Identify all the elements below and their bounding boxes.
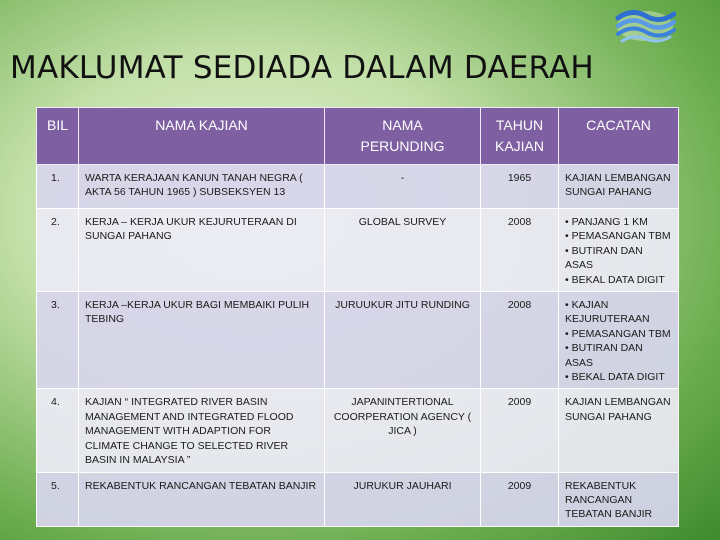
cell-nama-perunding: JURUKUR JAUHARI: [325, 472, 481, 526]
table-row: [37, 472, 679, 526]
cacatan-line: • BEKAL DATA DIGIT: [565, 371, 665, 384]
water-waves-logo-icon: [614, 4, 676, 48]
cell-bil: 5.: [37, 472, 79, 526]
cell-nama-kajian: KERJA – KERJA UKUR KEJURUTERAAN DI SUNGAI PAHANG: [79, 209, 325, 292]
cell-bil: 3.: [37, 292, 79, 389]
table-row: [37, 292, 679, 389]
cell-tahun-kajian: 2008: [481, 292, 559, 389]
cell-nama-kajian: KERJA –KERJA UKUR BAGI MEMBAIKI PULIH TEBING: [79, 292, 325, 389]
header-nama-kajian: NAMA KAJIAN: [79, 108, 325, 165]
cell-nama-perunding: GLOBAL SURVEY: [325, 209, 481, 292]
studies-table: [36, 107, 679, 527]
cell-nama-kajian: KAJIAN “ INTEGRATED RIVER BASIN MANAGEMENT AND INTEGRATED FLOOD MANAGEMENT WITH ADAPTION FOR CLIMATE CHANGE TO SELECTED RIVER BASIN IN MALAYSIA ”: [79, 389, 325, 472]
cell-nama-kajian: WARTA KERAJAAN KANUN TANAH NEGRA ( AKTA 56 TAHUN 1965 ) SUBSEKSYEN 13: [79, 165, 325, 209]
page-title: MAKLUMAT SEDIADA DALAM DAERAH: [10, 50, 594, 86]
cacatan-line: KAJIAN LEMBANGAN SUNGAI PAHANG: [565, 172, 671, 199]
table-row: [37, 209, 679, 292]
header-cacatan: CACATAN: [559, 108, 679, 165]
cacatan-line: • BUTIRAN DAN ASAS: [565, 342, 643, 369]
cacatan-line: • KAJIAN KEJURUTERAAN: [565, 299, 650, 326]
cacatan-line: REKABENTUK RANCANGAN TEBATAN BANJIR: [565, 479, 653, 521]
table-row: [37, 165, 679, 209]
cell-nama-perunding: JAPANINTERTIONAL COORPERATION AGENCY ( JICA ): [325, 389, 481, 472]
cacatan-line: • BEKAL DATA DIGIT: [565, 273, 665, 286]
cell-bil: 1.: [37, 165, 79, 209]
cell-bil: 4.: [37, 389, 79, 472]
cell-nama-perunding: JURUUKUR JITU RUNDING: [325, 292, 481, 389]
header-bil: BIL: [37, 108, 79, 165]
cell-cacatan: [559, 165, 679, 209]
cell-cacatan: [559, 209, 679, 292]
cell-tahun-kajian: 2008: [481, 209, 559, 292]
cacatan-line: • PEMASANGAN TBM: [565, 230, 671, 243]
header-nama-perunding: NAMA PERUNDING: [325, 108, 481, 165]
cell-bil: 2.: [37, 209, 79, 292]
cell-cacatan: [559, 472, 679, 526]
cacatan-line: • BUTIRAN DAN ASAS: [565, 244, 643, 272]
table-header-row: [37, 108, 679, 165]
cell-tahun-kajian: 2009: [481, 472, 559, 526]
cacatan-line: • PEMASANGAN TBM: [565, 327, 671, 340]
header-tahun-kajian: TAHUN KAJIAN: [481, 108, 559, 165]
cell-nama-perunding: -: [325, 165, 481, 209]
cell-cacatan: [559, 292, 679, 389]
cacatan-line: • PANJANG 1 KM: [565, 216, 648, 228]
cell-tahun-kajian: 1965: [481, 165, 559, 209]
cacatan-line: KAJIAN LEMBANGAN SUNGAI PAHANG: [565, 396, 671, 423]
cell-cacatan: [559, 389, 679, 472]
cell-tahun-kajian: 2009: [481, 389, 559, 472]
table-row: [37, 389, 679, 472]
cell-nama-kajian: REKABENTUK RANCANGAN TEBATAN BANJIR: [79, 472, 325, 526]
